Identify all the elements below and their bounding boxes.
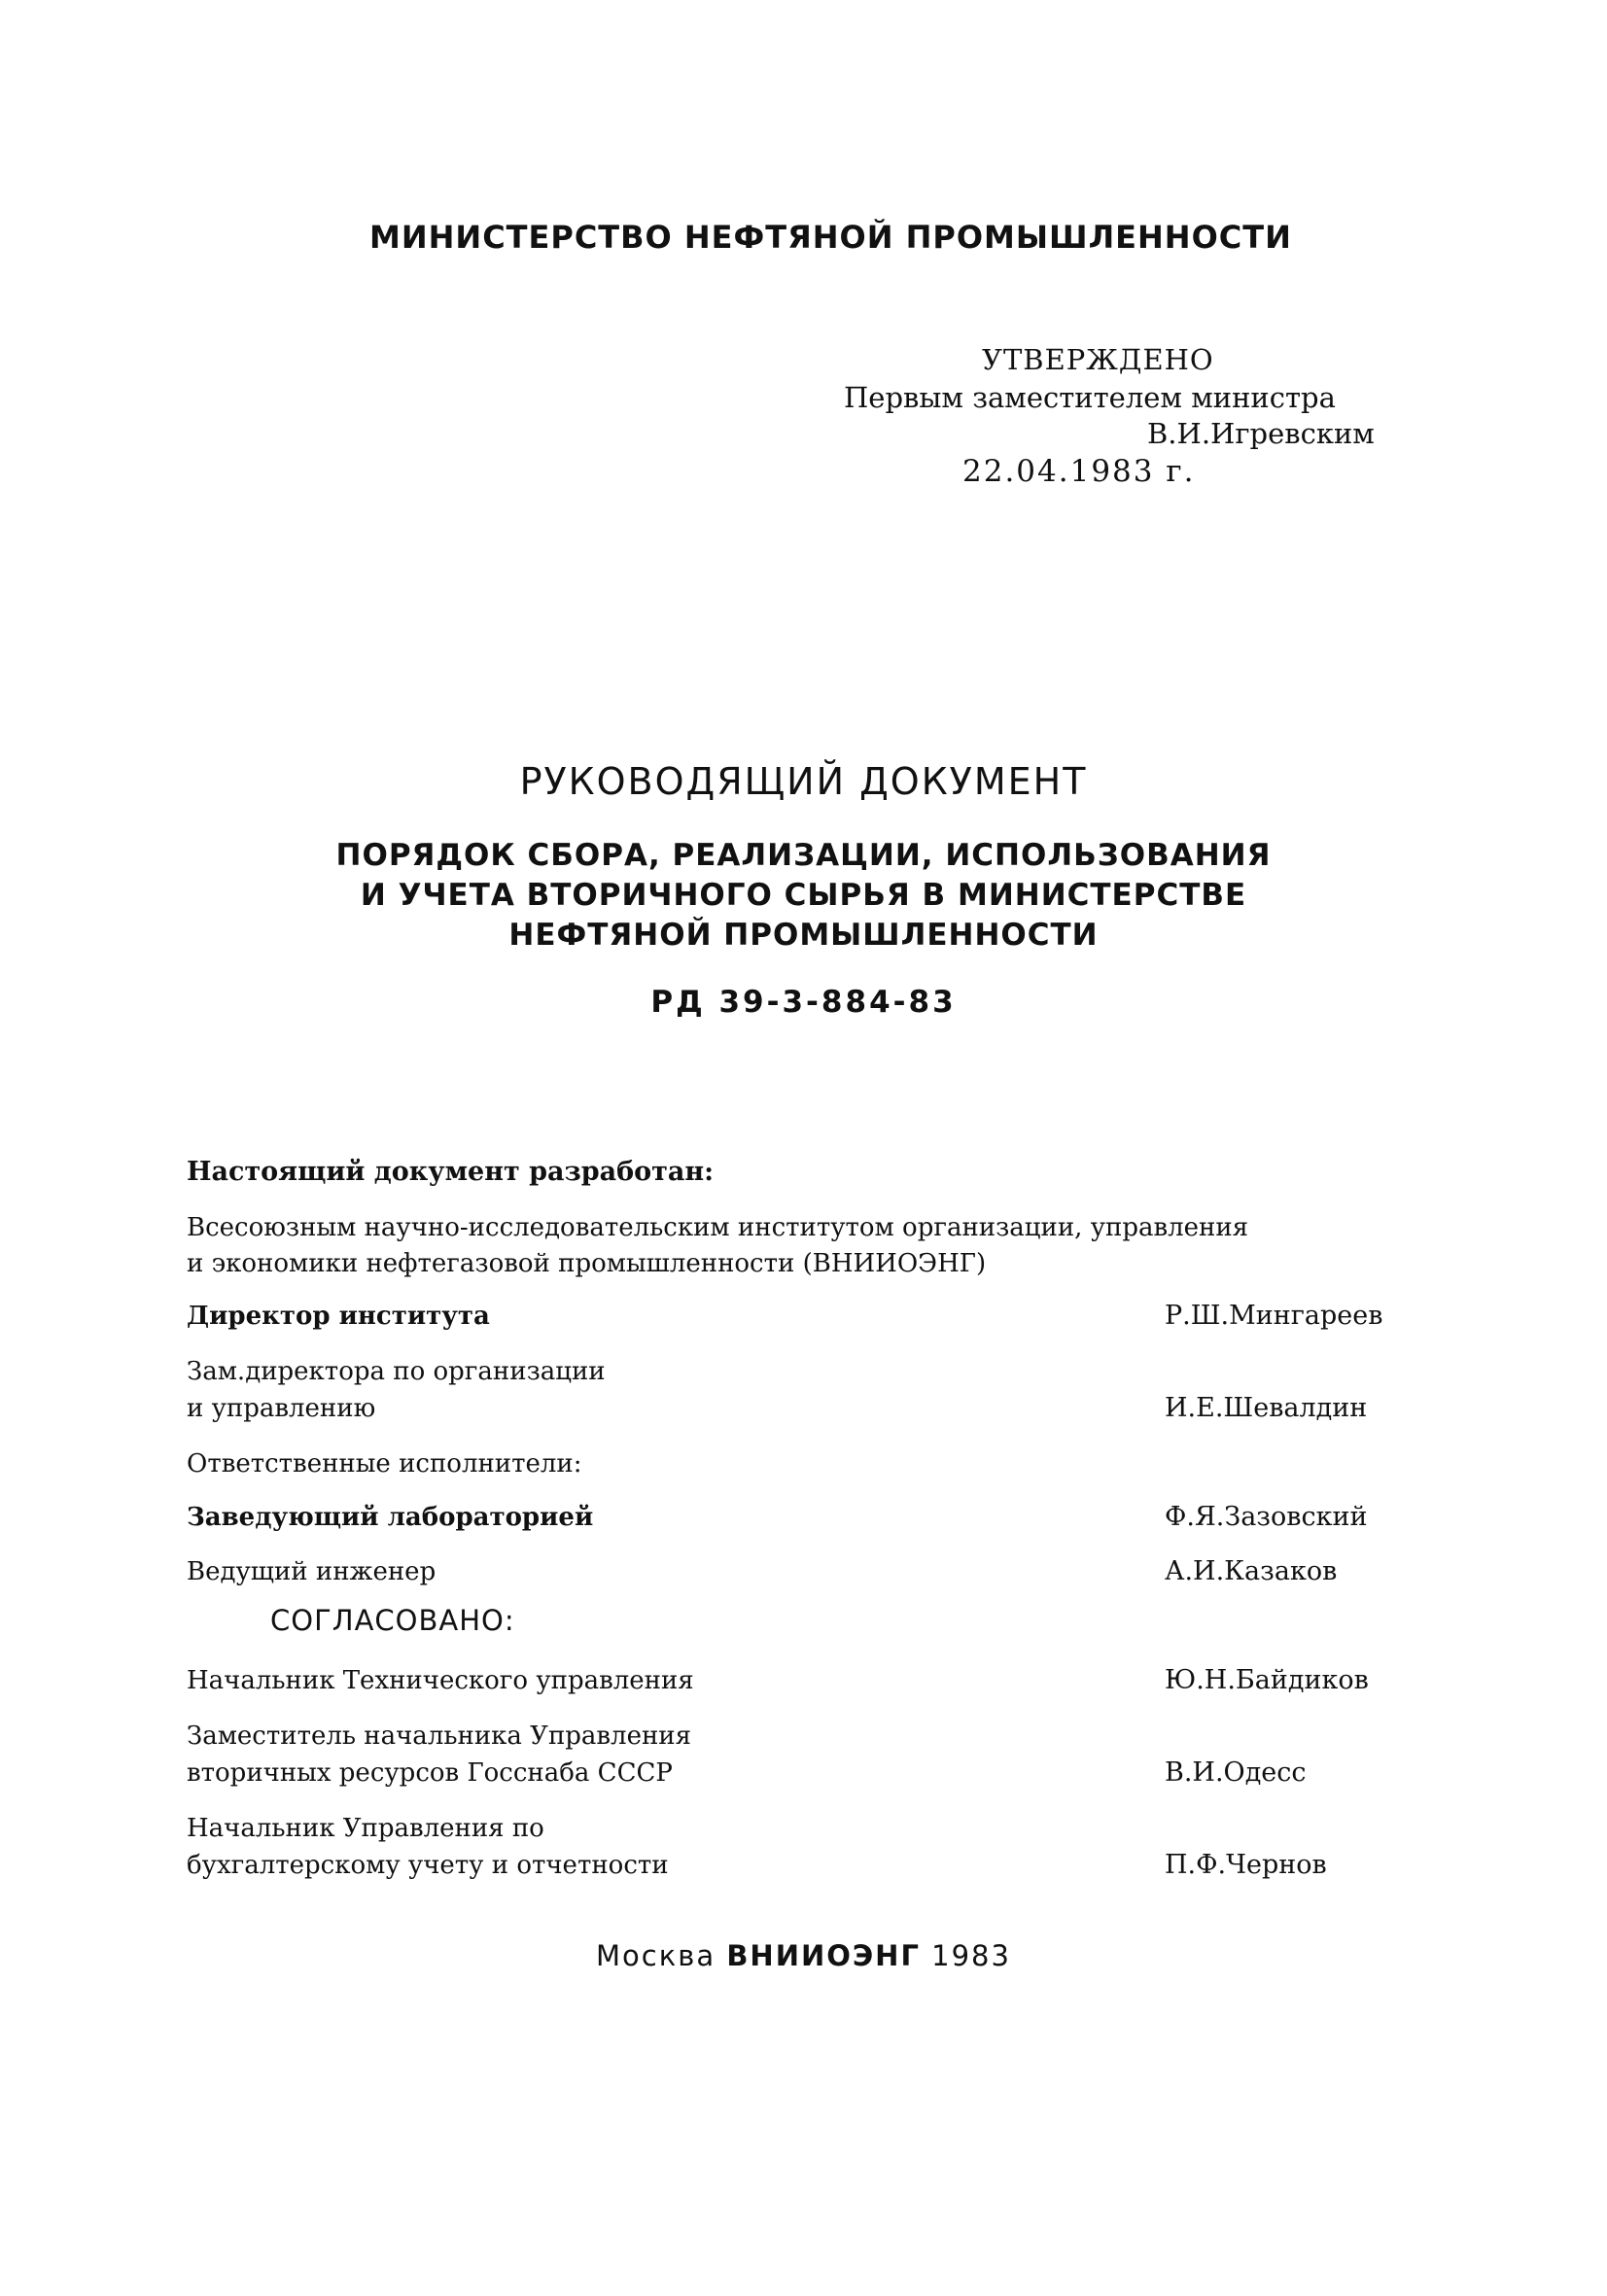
document-title-line: И УЧЕТА ВТОРИЧНОГО СЫРЬЯ В МИНИСТЕРСТВЕ: [360, 878, 1247, 913]
developer-org-line: Всесоюзным научно-исследовательским институтом организации, управления: [187, 1213, 1249, 1242]
resources-deputy-label-line: Заместитель начальника Управления: [187, 1722, 692, 1751]
approval-name: В.И.Игревским: [1147, 417, 1375, 450]
developer-org-line: и экономики нефтегазовой промышленности (ВНИИОЭНГ): [187, 1249, 987, 1278]
accounting-head-label: [187, 1810, 669, 1884]
document-title-line: НЕФТЯНОЙ ПРОМЫШЛЕННОСТИ: [508, 918, 1099, 953]
accounting-head-name: П.Ф.Чернов: [1165, 1850, 1327, 1880]
resources-deputy-label-line: вторичных ресурсов Госснаба СССР: [187, 1758, 673, 1788]
deputy-director-name: И.Е.Шевалдин: [1165, 1393, 1368, 1423]
lead-engineer-name: А.И.Казаков: [1165, 1556, 1338, 1586]
document-title: [0, 836, 1607, 956]
deputy-director-label-line: Зам.директора по организации: [187, 1357, 606, 1386]
approval-by: Первым заместителем министра: [844, 381, 1336, 414]
director-name: Р.Ш.Мингареев: [1165, 1301, 1383, 1331]
deputy-director-label: [187, 1353, 606, 1427]
approval-title: УТВЕРЖДЕНО: [982, 343, 1214, 376]
resources-deputy-label: [187, 1718, 691, 1792]
accounting-head-label-line: бухгалтерскому учету и отчетности: [187, 1851, 669, 1880]
document-title-line: ПОРЯДОК СБОРА, РЕАЛИЗАЦИИ, ИСПОЛЬЗОВАНИЯ: [335, 838, 1272, 873]
lead-engineer-label: Ведущий инженер: [187, 1557, 437, 1586]
approval-date: 22.04.1983 г.: [962, 454, 1196, 489]
footer-city: Москва: [596, 1939, 716, 1972]
director-label: Директор института: [187, 1302, 490, 1331]
tech-head-label: Начальник Технического управления: [187, 1666, 694, 1695]
footer-year: 1983: [931, 1939, 1011, 1972]
tech-head-name: Ю.Н.Байдиков: [1165, 1665, 1369, 1695]
document-type: РУКОВОДЯЩИЙ ДОКУМЕНТ: [519, 760, 1088, 803]
agreed-title: СОГЛАСОВАНО:: [270, 1604, 515, 1637]
developer-organization: [187, 1210, 1421, 1282]
lab-head-name: Ф.Я.Зазовский: [1165, 1502, 1368, 1532]
deputy-director-label-line: и управлению: [187, 1394, 376, 1423]
accounting-head-label-line: Начальник Управления по: [187, 1814, 544, 1843]
ministry-heading: МИНИСТЕРСТВО НЕФТЯНОЙ ПРОМЫШЛЕННОСТИ: [369, 219, 1292, 256]
publication-footer: [0, 1939, 1607, 1972]
resources-deputy-name: В.И.Одесс: [1165, 1757, 1307, 1788]
lab-head-label: Заведующий лабораторией: [187, 1503, 594, 1532]
developed-title: Настоящий документ разработан:: [187, 1157, 715, 1187]
document-code: РД 39-3-884-83: [650, 985, 957, 1020]
footer-publisher: ВНИИОЭНГ: [726, 1939, 921, 1972]
responsible-title: Ответственные исполнители:: [187, 1449, 582, 1478]
